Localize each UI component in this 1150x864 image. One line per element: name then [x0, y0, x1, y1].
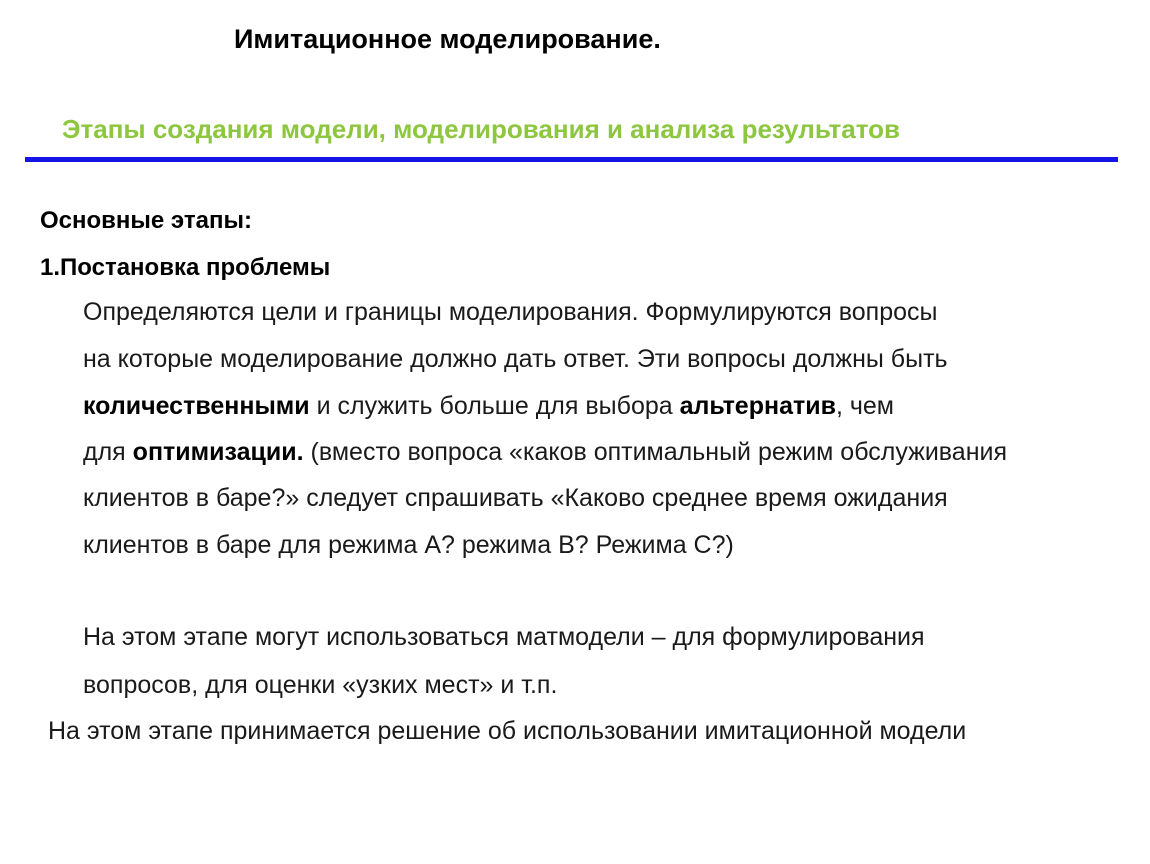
para-line-8: вопросов, для оценки «узких мест» и т.п. [83, 671, 558, 699]
para-line-2: на которые моделирование должно дать ответ. Эти вопросы должны быть [83, 345, 948, 373]
bold-quantitative: количественными [83, 392, 310, 420]
step1-heading: 1.Постановка проблемы [40, 254, 331, 281]
para-line-3 [83, 392, 894, 421]
para-line-6: клиентов в баре для режима А? режима В? Режима С?) [83, 531, 734, 559]
para-line-9: На этом этапе принимается решение об использовании имитационной модели [48, 717, 967, 745]
para-line-3-text: и служить больше для выбора [309, 392, 680, 420]
para-line-4 [83, 438, 1007, 467]
slide-subtitle: Этапы создания модели, моделирования и анализа результатов [62, 114, 900, 144]
para-line-4-pre: для [83, 438, 133, 466]
bold-alternatives: альтернатив [679, 392, 836, 420]
para-line-4-text: (вместо вопроса «каков оптимальный режим обслуживания [303, 438, 1008, 466]
slide-title: Имитационное моделирование. [234, 24, 661, 54]
para-line-3-tail: , чем [835, 392, 894, 420]
divider-rule [25, 157, 1118, 162]
para-line-5: клиентов в баре?» следует спрашивать «Каково среднее время ожидания [83, 484, 948, 512]
main-stages-heading: Основные этапы: [40, 207, 252, 234]
para-line-7: На этом этапе могут использоваться матмодели – для формулирования [83, 623, 925, 651]
para-line-1: Определяются цели и границы моделирования. Формулируются вопросы [83, 298, 938, 326]
bold-optimization: оптимизации. [132, 438, 304, 466]
